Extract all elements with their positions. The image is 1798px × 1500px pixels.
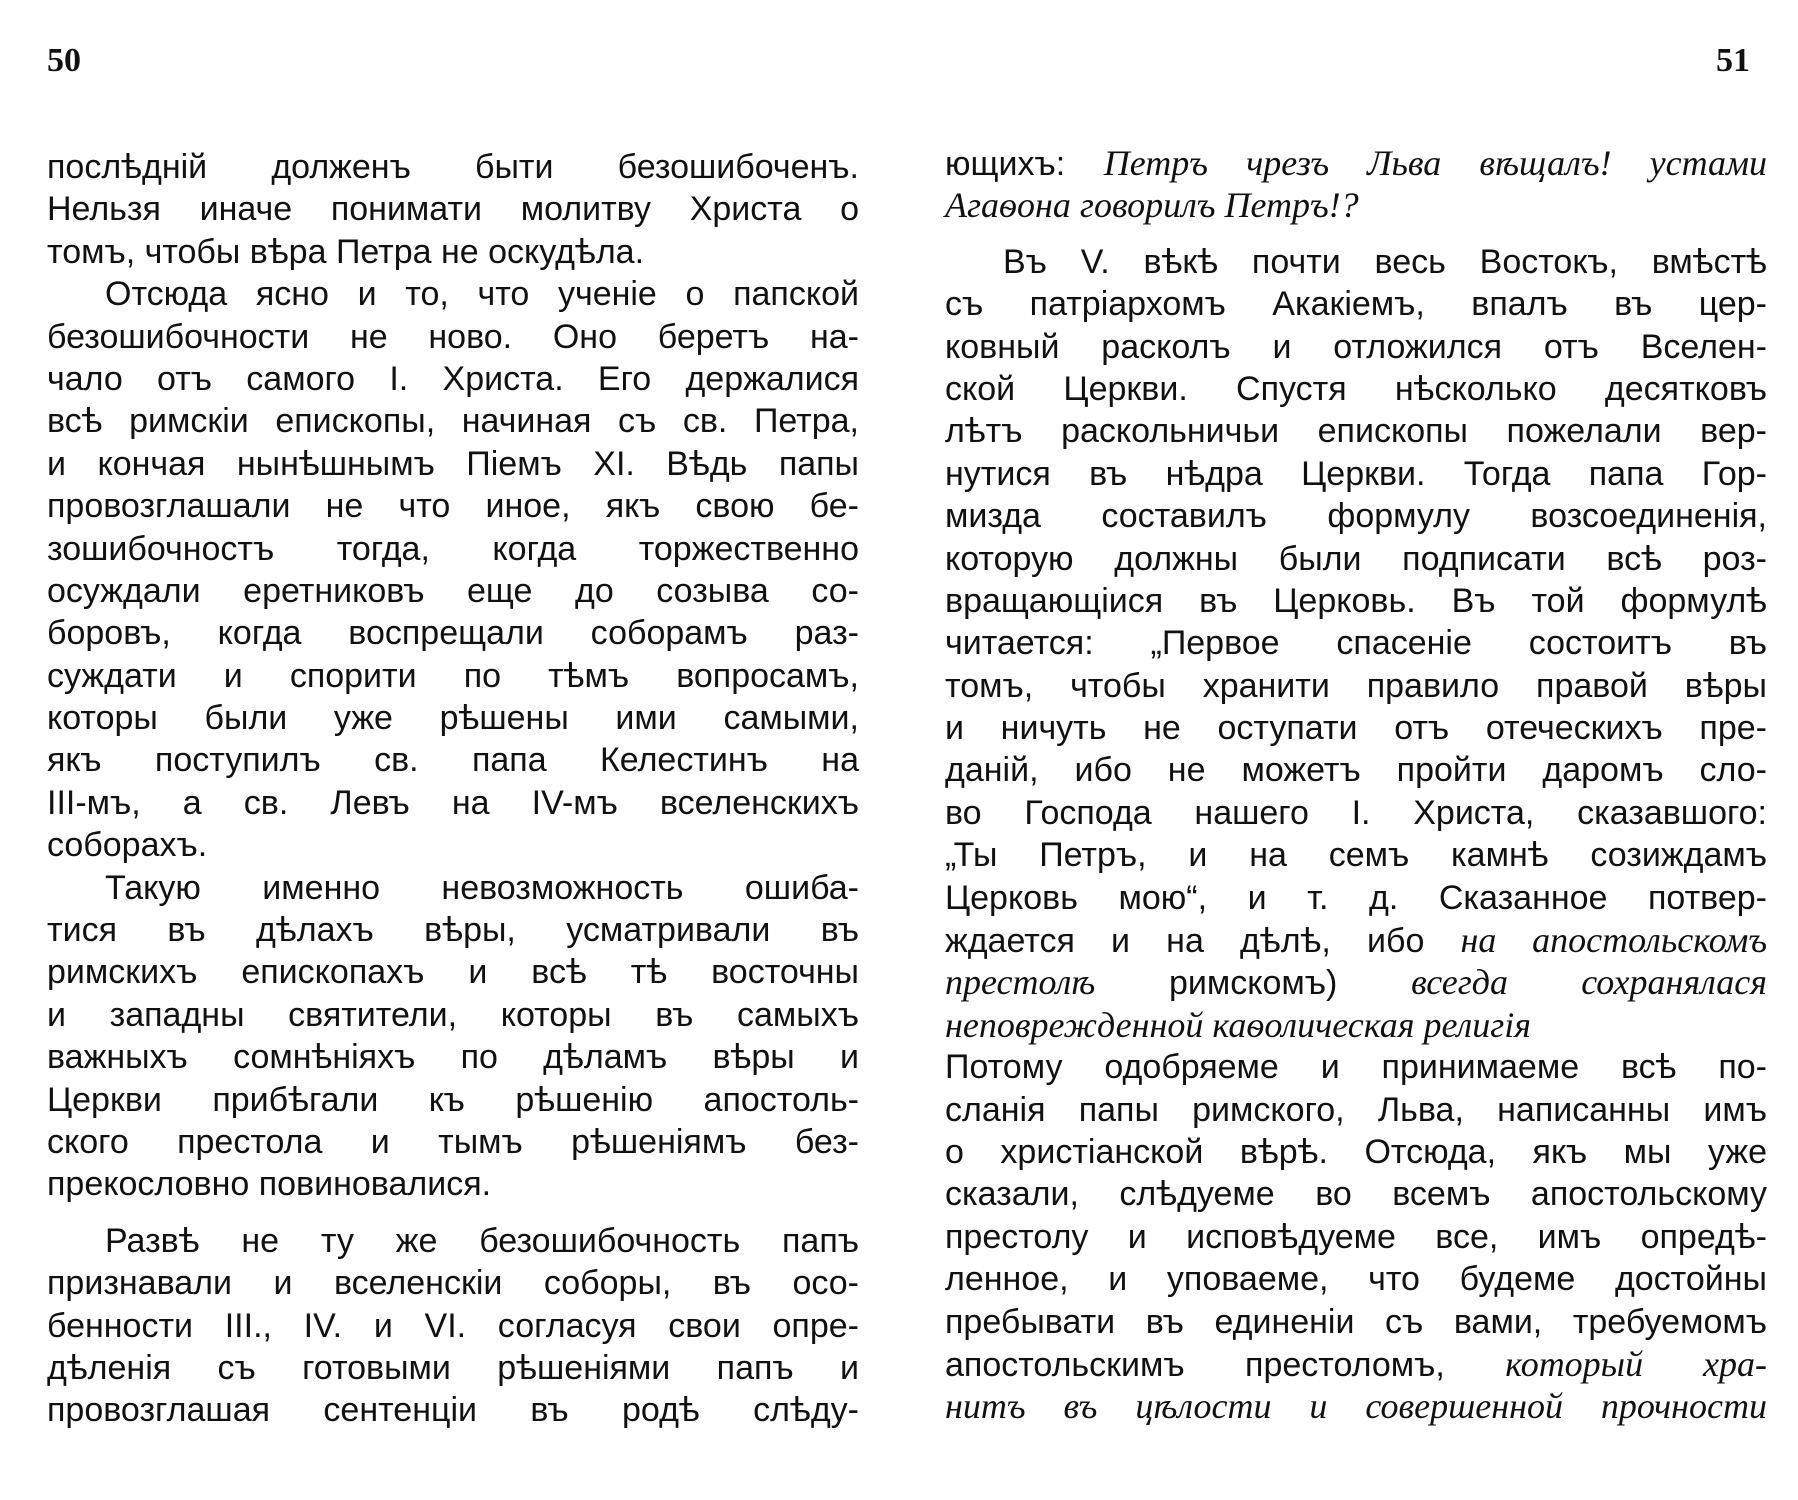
text-line: которую должны были подписати всѣ роз-: [945, 539, 1767, 578]
text-line: безошибочности не ново. Оно беретъ на-: [47, 317, 859, 356]
text-line: и кончая нынѣшнымъ Пiемъ XI. Вѣдь папы: [47, 444, 859, 483]
text-line: признавали и вселенскiи соборы, въ осо-: [47, 1264, 859, 1303]
text-line: боровъ, когда воспрещали соборамъ раз-: [47, 614, 859, 653]
left-page-text: [47, 146, 859, 1432]
text-line: провозглашая сентенцiи въ родѣ слѣду-: [47, 1391, 859, 1430]
text-line: зошибочностъ тогда, когда торжественно: [47, 529, 859, 568]
text-line: римскихъ епископахъ и всѣ тѣ восточны: [47, 953, 859, 992]
text-line: дѣленiя съ готовыми рѣшенiями папъ и: [47, 1348, 859, 1387]
italic-phrase: нитъ въ цѣлости и совершенной прочности: [945, 1386, 1767, 1427]
italic-phrase: на апостольскомъ: [1460, 920, 1767, 961]
text-line: важныхъ сомнѣнiяхъ по дѣламъ вѣры и: [47, 1038, 859, 1077]
text-line: ковный расколъ и отложился отъ Вселен-: [945, 327, 1767, 366]
italic-quote: Агаѳона говорилъ Петръ!?: [945, 185, 1359, 226]
text-line: якъ поступилъ св. папа Келестинъ на: [47, 741, 859, 780]
text-line: Церковь мою“, и т. д. Сказанное потвер-: [945, 878, 1767, 917]
text-line: мизда составилъ формулу возсоединенiя,: [945, 497, 1767, 536]
text-line: Отсюда ясно и то, что ученiе о папской: [105, 275, 859, 314]
text-line: Развѣ не ту же безошибочность папъ: [105, 1221, 859, 1260]
text-line: всѣ римскiи епископы, начиная съ св. Петра,: [47, 402, 859, 441]
text-line: Нельзя иначе понимати молитву Христа о: [47, 190, 859, 229]
text-line: во Господа нашего І. Христа, сказавшого:: [945, 793, 1767, 832]
text-line: III-мъ, а св. Левъ на IV-мъ вселенскихъ: [47, 783, 859, 822]
italic-phrase: всегда сохранялася: [1411, 962, 1767, 1003]
text-line: ленное, и уповаеме, что будеме достойны: [945, 1260, 1767, 1299]
text-line: бенности III., IV. и VI. согласуя свои опре-: [47, 1306, 859, 1345]
text-line: ской Церкви. Спустя нѣсколько десятковъ: [945, 369, 1767, 408]
text-line: [945, 1343, 1767, 1385]
text-line: чало отъ самого І. Христа. Его держалися: [47, 359, 859, 398]
text-line: пребывати въ единенiи съ вами, требуемомъ: [945, 1302, 1767, 1341]
text-run: ющихъ:: [945, 145, 1066, 183]
text-line: которы были уже рѣшены ими самыми,: [47, 699, 859, 738]
text-line: лѣтъ раскольничьи епископы пожелали вер-: [945, 412, 1767, 451]
text-run: римскомъ): [1168, 964, 1338, 1003]
text-line: Въ V. вѣкѣ почти весь Востокъ, вмѣстѣ: [1003, 242, 1767, 281]
right-page-text: [945, 142, 1767, 1428]
italic-phrase: престолѣ: [945, 962, 1096, 1003]
text-line: вращающiися въ Церковь. Въ той формулѣ: [945, 581, 1767, 620]
text-line: нутися въ нѣдра Церкви. Тогда папа Гор-: [945, 454, 1767, 493]
text-line: „Ты Петръ, и на семъ камнѣ созиждамъ: [945, 836, 1767, 875]
italic-phrase: неповрежденной каѳолическая религiя: [945, 1004, 1532, 1045]
text-line: соборахъ.: [47, 826, 208, 865]
text-line: суждати и спорити по тѣмъ вопросамъ,: [47, 656, 859, 695]
text-line: [945, 1385, 1767, 1427]
text-line: данiй, ибо не можетъ пройти даромъ сло-: [945, 751, 1767, 790]
text-line: томъ, чтобы вѣра Петра не оскудѣла.: [47, 232, 645, 271]
text-line: о христiанской вѣрѣ. Отсюда, якъ мы уже: [945, 1132, 1767, 1171]
page-number-left: 50: [47, 42, 81, 79]
text-line: сланiя папы римского, Льва, написанны имъ: [945, 1090, 1767, 1129]
text-line: ского престола и тымъ рѣшенiямъ без-: [47, 1122, 859, 1161]
text-line: [945, 142, 1767, 184]
text-line: сказали, слѣдуеме во всемъ апостольскому: [945, 1175, 1767, 1214]
text-line: [945, 184, 1767, 226]
text-line: Церкви прибѣгали къ рѣшенiю апостоль-: [47, 1080, 859, 1119]
text-line: престолу и исповѣдуеме все, имъ опредѣ-: [945, 1217, 1767, 1256]
text-run: апостольскимъ престоломъ,: [945, 1345, 1445, 1384]
text-line: [945, 919, 1767, 961]
italic-phrase: который хра-: [1505, 1343, 1767, 1384]
text-line: Такую именно невозможность ошиба-: [105, 868, 859, 907]
text-line: [945, 1004, 1767, 1046]
text-line: [945, 961, 1767, 1003]
text-line: и западны святители, которы въ самыхъ: [47, 995, 859, 1034]
text-run: ждается и на дѣлѣ, ибо: [945, 922, 1425, 961]
page-number-right: 51: [1716, 42, 1750, 79]
text-line: тися въ дѣлахъ вѣры, усматривали въ: [47, 911, 859, 950]
text-line: послѣднiй долженъ быти безошибоченъ.: [47, 148, 859, 186]
text-line: осуждали еретниковъ еще до созыва со-: [47, 571, 859, 610]
text-line: и ничуть не оступати отъ отеческихъ пре-: [945, 709, 1767, 748]
text-line: читается: „Первое спасенiе состоитъ въ: [945, 624, 1767, 663]
text-line: прекословно повиновалися.: [47, 1165, 492, 1204]
italic-quote: Петръ чрезъ Льва вѣщалъ! устами: [1103, 143, 1767, 183]
text-line: Потому одобряеме и принимаеме всѣ по-: [945, 1048, 1767, 1087]
text-line: провозглашали не что иное, якъ свою бе-: [47, 487, 859, 526]
text-line: съ патрiархомъ Акакiемъ, впалъ въ цер-: [945, 285, 1767, 324]
text-line: томъ, чтобы хранити правило правой вѣры: [945, 666, 1767, 705]
